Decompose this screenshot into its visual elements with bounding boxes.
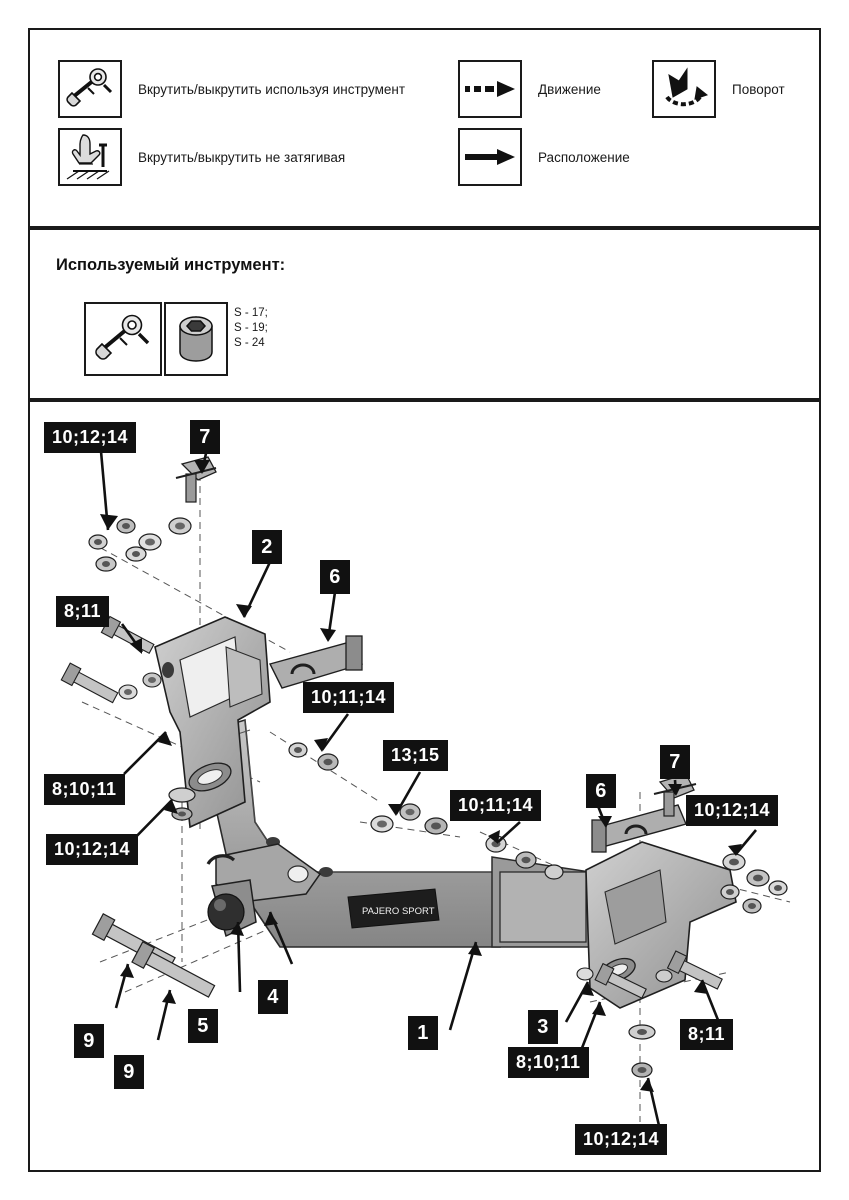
legend-item-label: Вкрутить/выкрутить используя инструмент	[138, 81, 406, 97]
callout-tag: 3	[528, 1010, 558, 1044]
tools-title: Используемый инструмент:	[56, 256, 286, 274]
legend-item-label: Вкрутить/выкрутить не затягивая	[138, 149, 346, 165]
callout-tag: 10;12;14	[575, 1124, 667, 1155]
callout-tag: 1	[408, 1016, 438, 1050]
brand-text: PAJERO SPORT	[362, 906, 435, 917]
legend-panel	[28, 28, 821, 228]
callout-tag: 13;15	[383, 740, 448, 771]
callout-tag: 5	[188, 1009, 218, 1043]
callout-tag: 9	[114, 1055, 144, 1089]
hand-screw-icon	[58, 128, 122, 186]
legend-item-label: Расположение	[538, 149, 630, 165]
fastener-bolts-left	[61, 616, 161, 706]
dashed-arrow-icon	[458, 60, 522, 118]
callout-tag: 10;11;14	[450, 790, 541, 821]
left-small-arm	[270, 636, 362, 688]
callout-tag: 8;11	[56, 596, 109, 627]
towbar-exploded-view	[30, 402, 823, 1174]
socket-size: S - 24	[234, 337, 265, 349]
tools-panel	[28, 228, 821, 400]
callout-tag: 10;12;14	[44, 422, 136, 453]
fastener-long-bolts	[92, 914, 216, 1002]
socket-head-icon	[164, 302, 228, 376]
assembly-diagram-panel	[28, 400, 821, 1172]
ratchet-wrench-icon	[84, 302, 162, 376]
callout-tag: 8;10;11	[44, 774, 125, 805]
callout-tag: 7	[660, 745, 690, 779]
callout-tag: 7	[190, 420, 220, 454]
legend-item-rotation	[652, 60, 785, 118]
legend-item-label: Поворот	[732, 81, 785, 97]
callout-tag: 6	[586, 774, 616, 808]
socket-size: S - 17;	[234, 307, 268, 319]
ratchet-wrench-icon	[58, 60, 122, 118]
legend-item-hand-tighten	[58, 128, 345, 186]
callout-tag: 10;12;14	[686, 795, 778, 826]
callout-tag: 4	[258, 980, 288, 1014]
callout-tag: 10;12;14	[46, 834, 138, 865]
legend-item-movement	[458, 60, 601, 118]
socket-size-list	[234, 306, 268, 351]
legend-item-tool-tighten	[58, 60, 405, 118]
callout-tag: 8;11	[680, 1019, 733, 1050]
legend-item-label: Движение	[538, 81, 601, 97]
callout-tag: 2	[252, 530, 282, 564]
callout-tag: 10;11;14	[303, 682, 394, 713]
socket-size: S - 19;	[234, 322, 268, 334]
solid-arrow-icon	[458, 128, 522, 186]
left-clamp-plate	[176, 457, 216, 502]
legend-item-placement	[458, 128, 630, 186]
fastener-group-upper-left	[89, 518, 191, 571]
curved-arrow-icon	[652, 60, 716, 118]
callout-tag: 9	[74, 1024, 104, 1058]
callout-tag: 8;10;11	[508, 1047, 589, 1078]
callout-tag: 6	[320, 560, 350, 594]
fastener-washer-stack-bottom	[629, 1025, 655, 1077]
fastener-group-center	[289, 743, 338, 770]
